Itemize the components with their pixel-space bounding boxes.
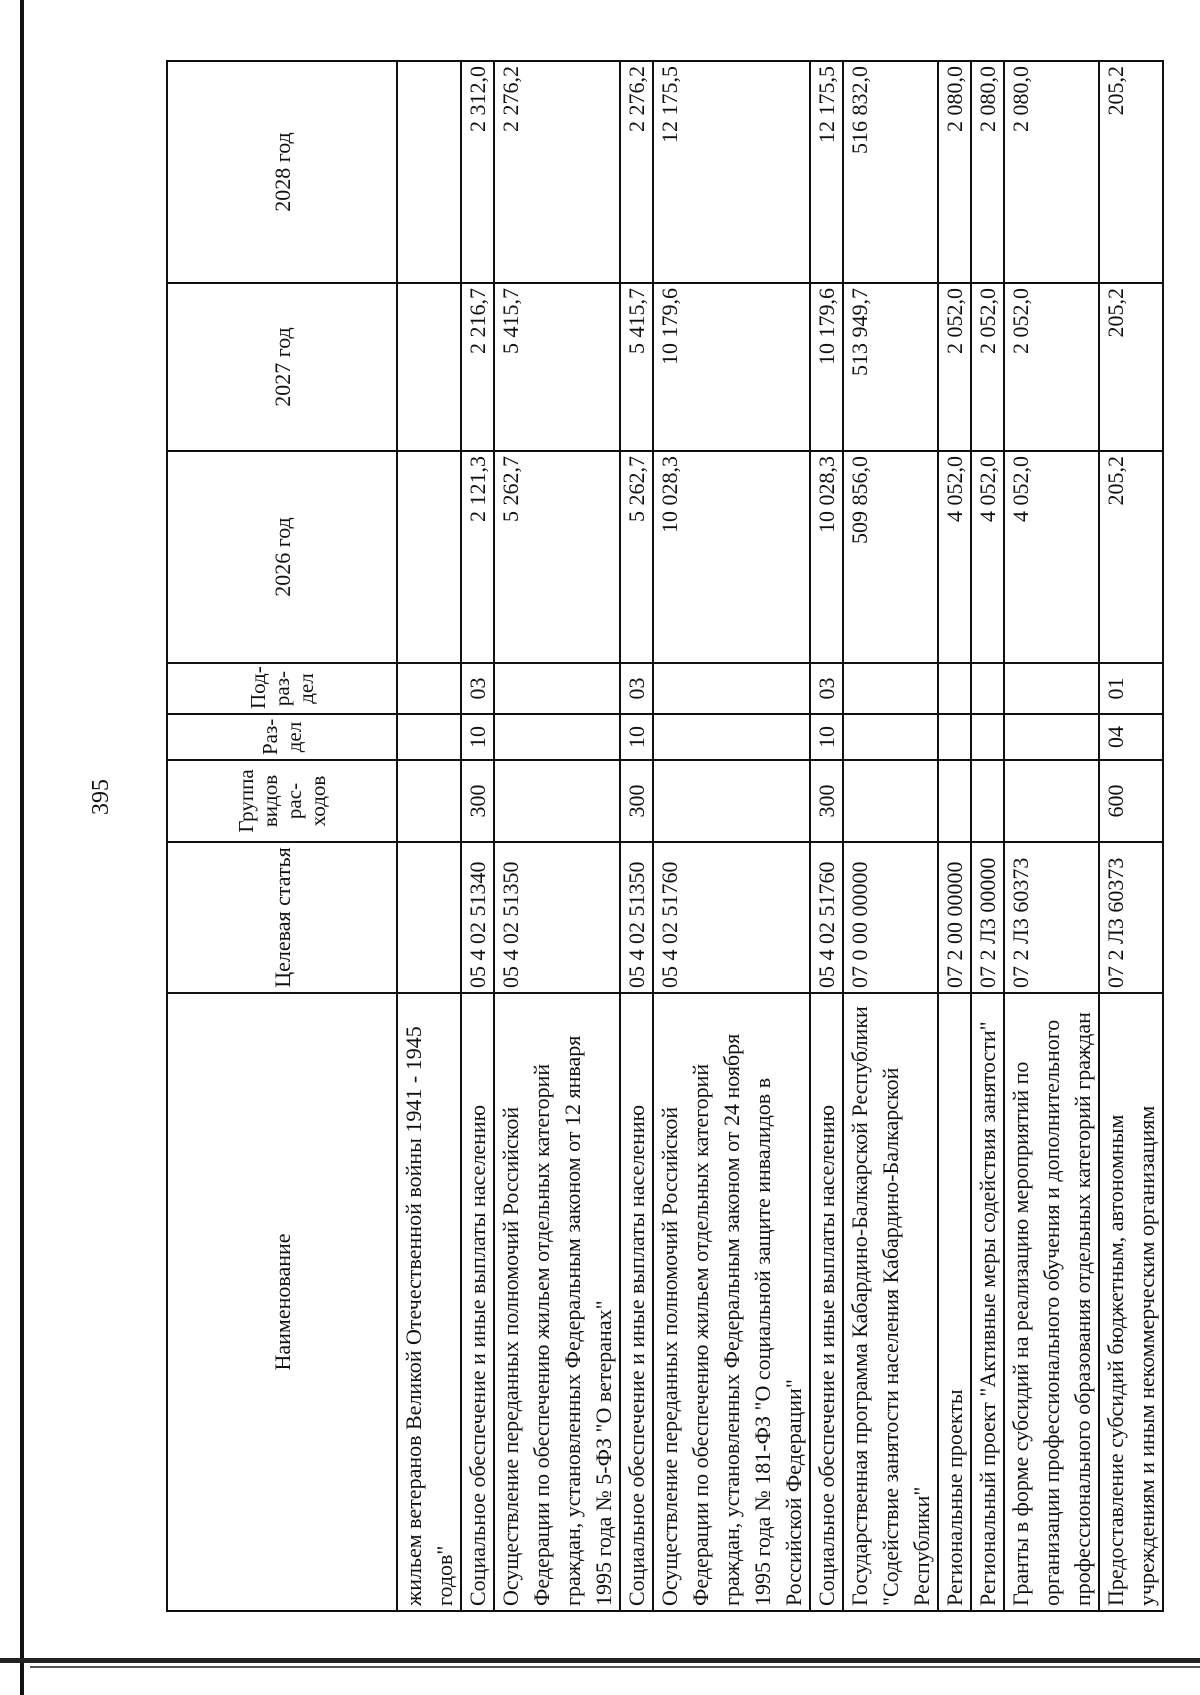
cell-2028: 12 175,5	[653, 61, 810, 283]
cell-name: Государственная программа Кабардино-Балкарской Республики "Содействие занятости населения Кабардино-Балкарской Республики"	[843, 993, 938, 1611]
table-row	[397, 61, 461, 1611]
cell-2028: 2 276,2	[494, 61, 620, 283]
cell-2026: 509 856,0	[843, 451, 938, 663]
cell-2027: 205,2	[1099, 283, 1163, 451]
cell-target: 07 2 00 00000	[938, 842, 971, 993]
cell-2028: 2 080,0	[938, 61, 971, 283]
cell-target: 07 2 Л3 00000	[971, 842, 1004, 993]
cell-podrazdel: 03	[461, 663, 494, 714]
header-group: Группа видов рас-ходов	[167, 760, 397, 842]
budget-table-container	[166, 62, 1181, 1612]
cell-razdel: 10	[461, 714, 494, 760]
cell-name: Осуществление переданных полномочий Российской Федерации по обеспечению жильем отдельных категорий граждан, установленных Федеральным законом от 12 января 1995 года № 5-ФЗ "О ветеранах"	[494, 993, 620, 1611]
table-row	[620, 61, 653, 1611]
cell-name: Предоставление субсидий бюджетным, автономным учреждениям и иным некоммерческим организациям	[1099, 993, 1163, 1611]
cell-group: 300	[620, 760, 653, 842]
cell-razdel	[494, 714, 620, 760]
header-2027: 2027 год	[167, 283, 397, 451]
cell-group	[653, 760, 810, 842]
cell-2028: 2 276,2	[620, 61, 653, 283]
cell-2027: 513 949,7	[843, 283, 938, 451]
cell-target	[397, 842, 461, 993]
cell-podrazdel	[494, 663, 620, 714]
cell-2026: 4 052,0	[938, 451, 971, 663]
cell-2028: 12 175,5	[810, 61, 843, 283]
cell-podrazdel	[1004, 663, 1099, 714]
header-2028: 2028 год	[167, 61, 397, 283]
cell-name: Региональный проект "Активные меры содействия занятости"	[971, 993, 1004, 1611]
cell-group: 600	[1099, 760, 1163, 842]
cell-2027: 10 179,6	[653, 283, 810, 451]
cell-target: 05 4 02 51350	[620, 842, 653, 993]
cell-target: 07 2 Л3 60373	[1004, 842, 1099, 993]
cell-podrazdel	[971, 663, 1004, 714]
cell-podrazdel: 03	[620, 663, 653, 714]
cell-group	[397, 760, 461, 842]
table-row	[494, 61, 620, 1611]
cell-razdel	[1004, 714, 1099, 760]
cell-target: 05 4 02 51760	[653, 842, 810, 993]
cell-target: 07 2 Л3 60373	[1099, 842, 1163, 993]
cell-razdel	[971, 714, 1004, 760]
cell-2027: 10 179,6	[810, 283, 843, 451]
cell-2028: 205,2	[1099, 61, 1163, 283]
cell-2026: 5 262,7	[494, 451, 620, 663]
cell-2028	[397, 61, 461, 283]
cell-group: 300	[810, 760, 843, 842]
cell-2026: 205,2	[1099, 451, 1163, 663]
table-row	[810, 61, 843, 1611]
table-row	[938, 61, 971, 1611]
cell-2028: 516 832,0	[843, 61, 938, 283]
cell-2026: 10 028,3	[810, 451, 843, 663]
cell-group	[971, 760, 1004, 842]
cell-2026: 4 052,0	[1004, 451, 1099, 663]
cell-group	[494, 760, 620, 842]
cell-target: 05 4 02 51350	[494, 842, 620, 993]
cell-target: 05 4 02 51340	[461, 842, 494, 993]
table-row	[1099, 61, 1163, 1611]
cell-name: Социальное обеспечение и иные выплаты населению	[620, 993, 653, 1611]
cell-2027: 2 052,0	[971, 283, 1004, 451]
cell-podrazdel	[397, 663, 461, 714]
cell-2028: 2 080,0	[971, 61, 1004, 283]
cell-2026: 10 028,3	[653, 451, 810, 663]
bottom-scan-rule	[0, 1658, 1200, 1663]
cell-name: Гранты в форме субсидий на реализацию мероприятий по организации профессионального обучения и дополнительного профессионального образования отдельных категорий граждан	[1004, 993, 1099, 1611]
cell-2027	[397, 283, 461, 451]
table-row	[461, 61, 494, 1611]
cell-name: Социальное обеспечение и иные выплаты населению	[461, 993, 494, 1611]
cell-razdel: 10	[810, 714, 843, 760]
header-target: Целевая статья	[167, 842, 397, 993]
cell-group: 300	[461, 760, 494, 842]
cell-name: Осуществление переданных полномочий Российской Федерации по обеспечению жильем отдельных категорий граждан, установленных Федеральным законом от 24 ноября 1995 года № 181-ФЗ "О социальной защите инвалидов в Российской Федерации"	[653, 993, 810, 1611]
cell-2027: 2 216,7	[461, 283, 494, 451]
cell-podrazdel	[938, 663, 971, 714]
cell-target: 05 4 02 51760	[810, 842, 843, 993]
cell-2026: 4 052,0	[971, 451, 1004, 663]
cell-razdel	[397, 714, 461, 760]
cell-razdel	[653, 714, 810, 760]
cell-2026: 2 121,3	[461, 451, 494, 663]
cell-podrazdel: 03	[810, 663, 843, 714]
table-row	[843, 61, 938, 1611]
cell-2028: 2 080,0	[1004, 61, 1099, 283]
cell-2027: 5 415,7	[620, 283, 653, 451]
left-margin-rule	[20, 0, 24, 1695]
cell-2026: 5 262,7	[620, 451, 653, 663]
cell-podrazdel	[843, 663, 938, 714]
header-podrazdel: Под-раз-дел	[167, 663, 397, 714]
cell-podrazdel: 01	[1099, 663, 1163, 714]
cell-name: Региональные проекты	[938, 993, 971, 1611]
cell-2026	[397, 451, 461, 663]
cell-target: 07 0 00 00000	[843, 842, 938, 993]
budget-table	[166, 60, 1164, 1612]
cell-name: Социальное обеспечение и иные выплаты населению	[810, 993, 843, 1611]
cell-2027: 5 415,7	[494, 283, 620, 451]
cell-2027: 2 052,0	[938, 283, 971, 451]
cell-razdel: 04	[1099, 714, 1163, 760]
cell-razdel	[843, 714, 938, 760]
cell-razdel: 10	[620, 714, 653, 760]
header-razdel: Раз-дел	[167, 714, 397, 760]
cell-razdel	[938, 714, 971, 760]
cell-2027: 2 052,0	[1004, 283, 1099, 451]
cell-group	[843, 760, 938, 842]
cell-name: жильем ветеранов Великой Отечественной войны 1941 - 1945 годов"	[397, 993, 461, 1611]
cell-podrazdel	[653, 663, 810, 714]
cell-2028: 2 312,0	[461, 61, 494, 283]
cell-group	[938, 760, 971, 842]
table-row	[971, 61, 1004, 1611]
header-name: Наименование	[167, 993, 397, 1611]
bottom-scan-rule-thin	[30, 1666, 1200, 1668]
header-2026: 2026 год	[167, 451, 397, 663]
table-row	[653, 61, 810, 1611]
page-number: 395	[88, 779, 114, 815]
table-header-row	[167, 61, 397, 1611]
cell-group	[1004, 760, 1099, 842]
table-row	[1004, 61, 1099, 1611]
